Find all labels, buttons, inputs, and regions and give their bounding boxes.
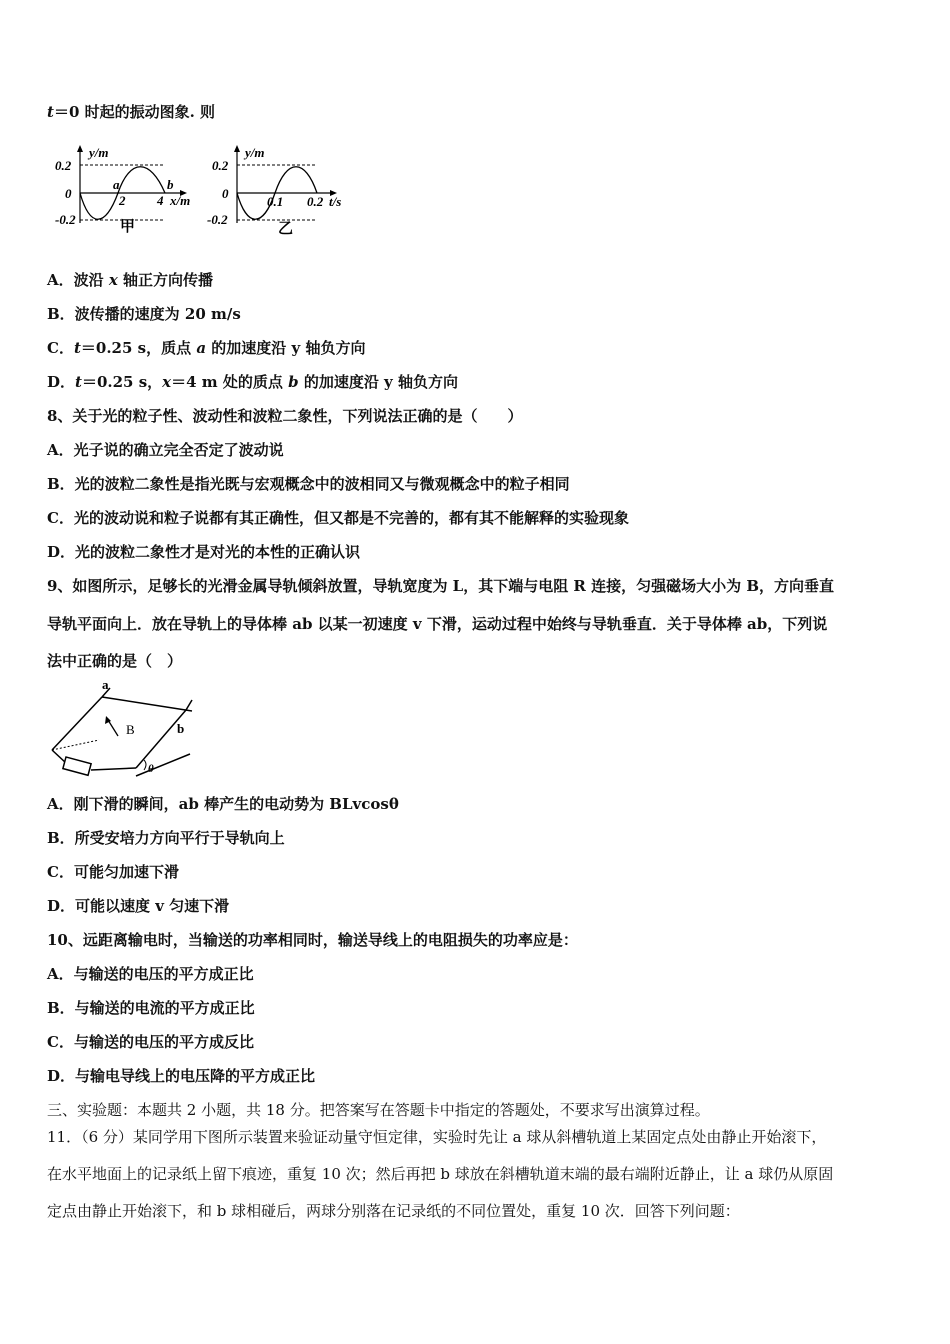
- q9-option-c: C．可能匀加速下滑: [47, 863, 179, 881]
- q9-option-a: A．刚下滑的瞬间，ab 棒产生的电动势为 BLvcosθ: [47, 795, 399, 813]
- right-tick-2: 0.2: [307, 194, 324, 209]
- left-y-top: 0.2: [55, 158, 72, 173]
- q7-option-b: B．波传播的速度为 20 m/s: [47, 305, 241, 323]
- q11-line-2: 在水平地面上的记录纸上留下痕迹，重复 10 次；然后再把 b 球放在斜槽轨道末端的最右端附近静止，让 a 球仍从原固: [47, 1165, 834, 1183]
- q8-option-d: D．光的波粒二象性才是对光的本性的正确认识: [47, 543, 361, 561]
- left-tick-4: 4: [157, 193, 164, 208]
- q11-line-3: 定点由静止开始滚下，和 b 球相碰后，两球分别落在记录纸的不同位置处，重复 10 次．回答下列问题：: [47, 1202, 740, 1220]
- q7-option-a: A．波沿 x 轴正方向传播: [47, 271, 214, 289]
- q8-stem: 8、关于光的粒子性、波动性和波粒二象性，下列说法正确的是（ ）: [47, 407, 523, 425]
- section-3-heading: 三、实验题：本题共 2 小题，共 18 分。把答案写在答题卡中指定的答题处，不要求写出演算过程。: [47, 1101, 710, 1119]
- left-point-a: a: [113, 177, 120, 192]
- right-y-zero: 0: [222, 186, 229, 201]
- left-y-bottom: -0.2: [55, 212, 76, 227]
- right-y-bottom: -0.2: [207, 212, 228, 227]
- wave-graph-left: [55, 145, 190, 235]
- q9-stem-1: 9、如图所示，足够长的光滑金属导轨倾斜放置，导轨宽度为 L，其下端与电阻 R 连接，匀强磁场大小为 B，方向垂直: [47, 577, 835, 595]
- q7-option-d: D．t＝0.25 s，x＝4 m 处的质点 b 的加速度沿 y 轴负方向: [47, 373, 458, 391]
- q11-line-1: 11．（6 分）某同学用下图所示装置来验证动量守恒定律，实验时先让 a 球从斜槽轨道上某固定点处由静止开始滚下，: [47, 1128, 827, 1146]
- left-point-b: b: [167, 177, 174, 192]
- right-y-label: y/m: [245, 145, 265, 160]
- right-x-label: t/s: [329, 194, 342, 209]
- q7-option-c: C．t＝0.25 s，质点 a 的加速度沿 y 轴负方向: [47, 339, 366, 357]
- q10-option-a: A．与输送的电压的平方成正比: [47, 965, 254, 983]
- right-tick-1: 0.1: [267, 194, 284, 209]
- right-y-top: 0.2: [212, 158, 229, 173]
- q10-option-c: C．与输送的电压的平方成反比: [47, 1033, 254, 1051]
- q10-option-d: D．与输电导线上的电压降的平方成正比: [47, 1067, 316, 1085]
- q9-option-b: B．所受安培力方向平行于导轨向上: [47, 829, 285, 847]
- q7-intro: t＝0 时起的振动图象. 则: [47, 103, 216, 121]
- left-tick-2: 2: [119, 193, 126, 208]
- q10-stem: 10、远距离输电时，当输送的功率相同时，输送导线上的电阻损失的功率应是：: [47, 931, 578, 949]
- q10-option-b: B．与输送的电流的平方成正比: [47, 999, 255, 1017]
- q8-option-c: C．光的波动说和粒子说都有其正确性，但又都是不完善的，都有其不能解释的实验现象: [47, 509, 629, 527]
- right-caption: 乙: [278, 221, 294, 237]
- q9-rail-figure: [44, 678, 204, 783]
- q8-option-a: A．光子说的确立完全否定了波动说: [47, 441, 284, 459]
- rail-label-field-b: B: [126, 722, 135, 737]
- left-y-label: y/m: [89, 145, 109, 160]
- wave-graph-right: [207, 145, 341, 237]
- q9-stem-2: 导轨平面向上．放在导轨上的导体棒 ab 以某一初速度 v 下滑，运动过程中始终与导轨垂直．关于导体棒 ab，下列说: [47, 615, 828, 633]
- rail-label-a: a: [102, 678, 109, 692]
- q7-wave-figure: [55, 143, 355, 238]
- rail-label-theta: θ: [148, 763, 154, 775]
- q8-option-b: B．光的波粒二象性是指光既与宏观概念中的波相同又与微观概念中的粒子相同: [47, 475, 570, 493]
- q9-stem-3: 法中正确的是（ ）: [47, 652, 183, 670]
- rail-label-b: b: [177, 721, 185, 736]
- left-x-label: x/m: [170, 193, 191, 208]
- left-y-zero: 0: [65, 186, 72, 201]
- q9-option-d: D．可能以速度 v 匀速下滑: [47, 897, 230, 915]
- left-caption: 甲: [120, 219, 136, 235]
